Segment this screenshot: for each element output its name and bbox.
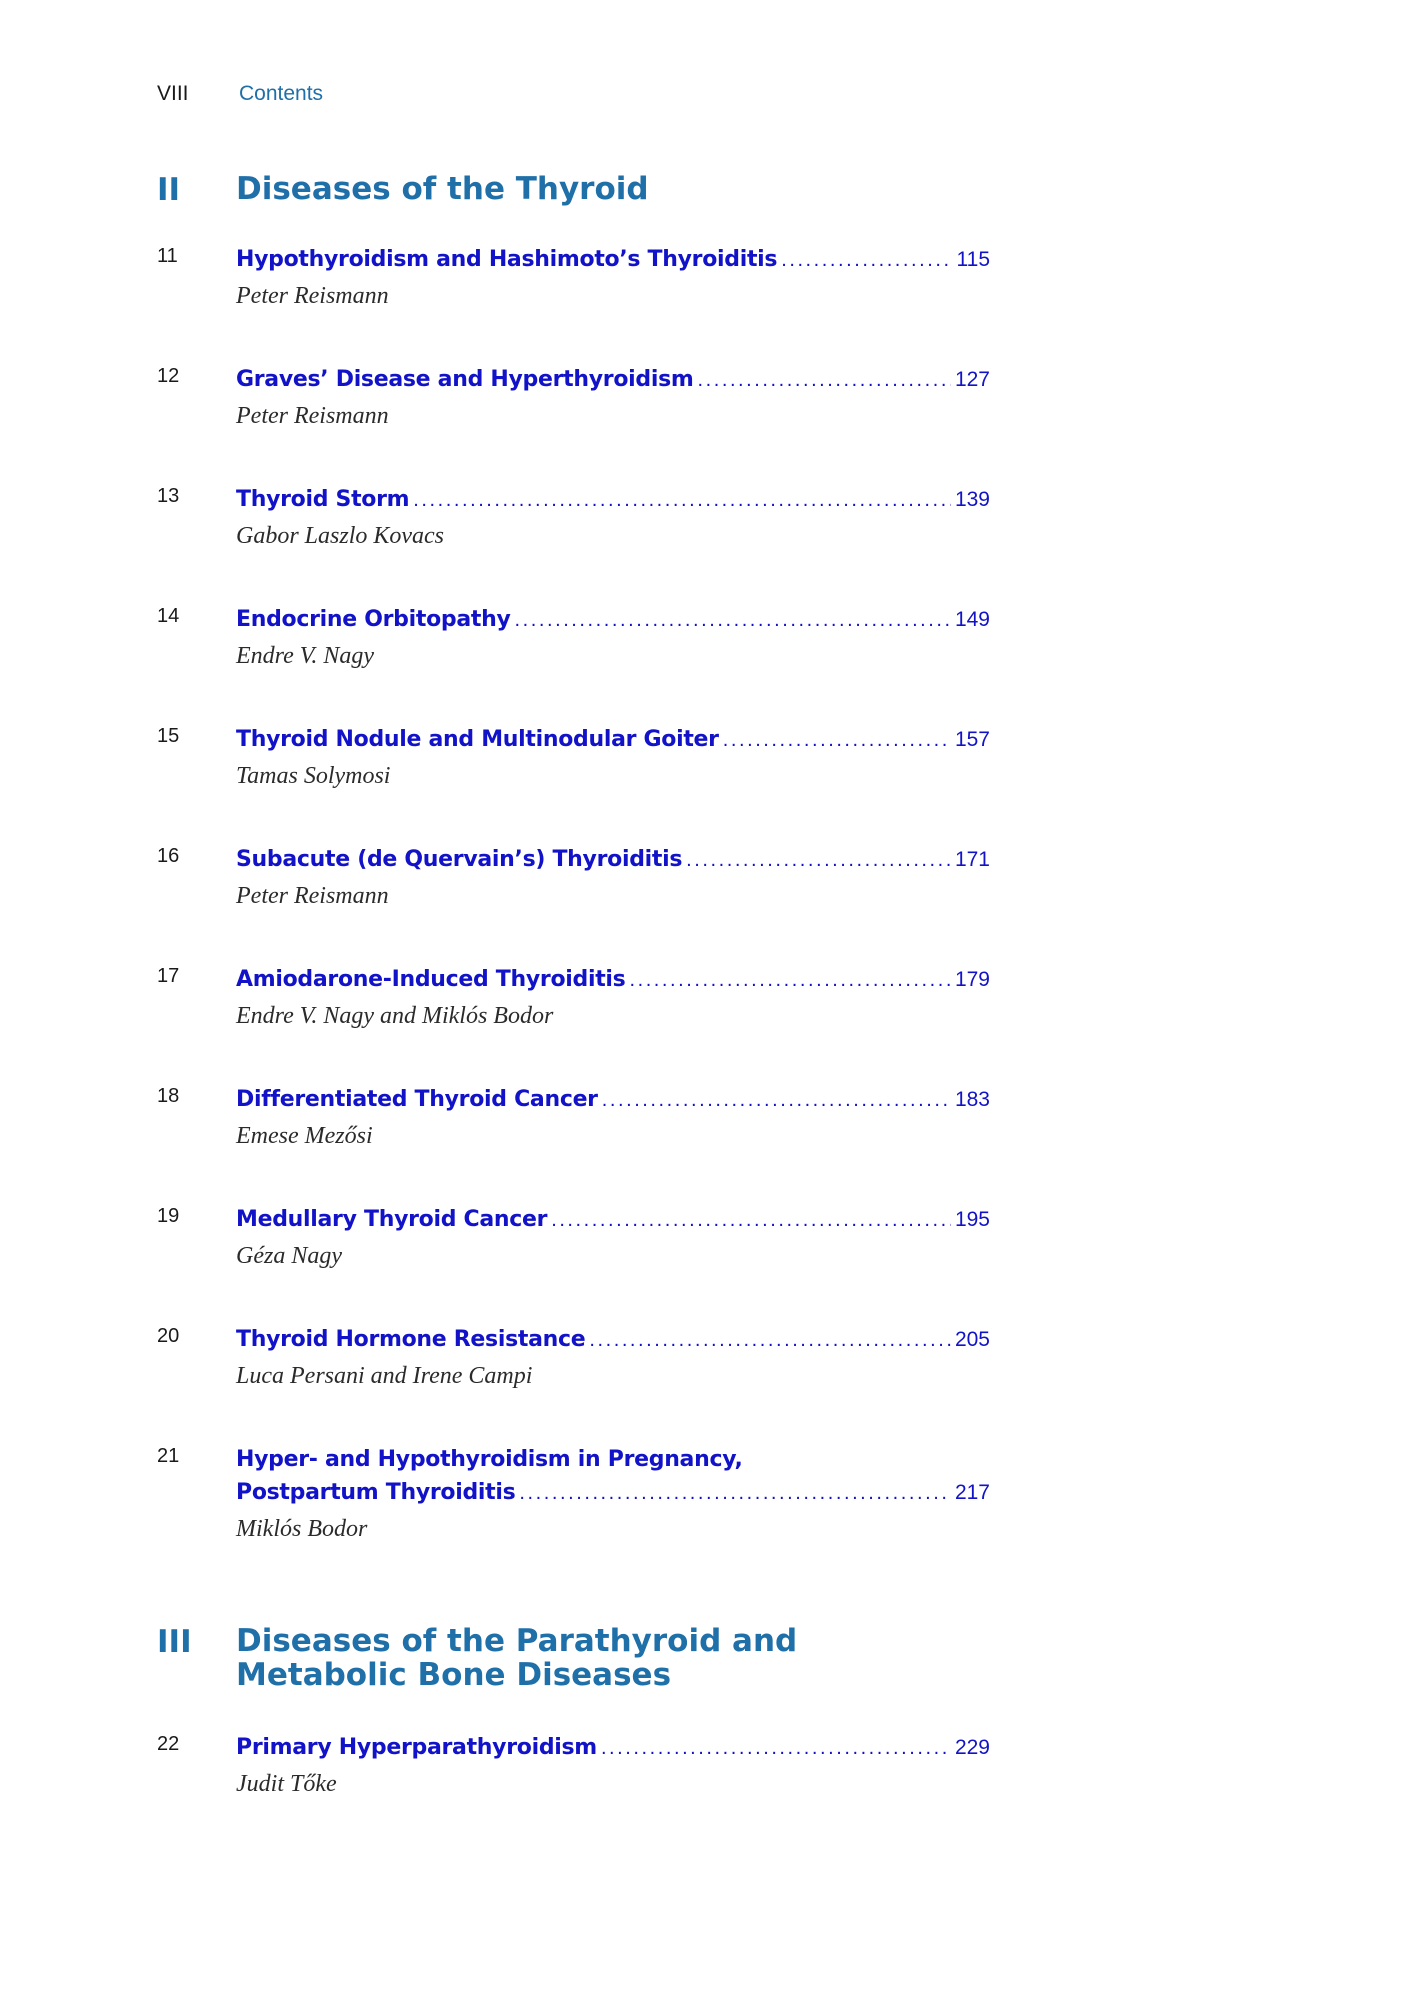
chapter-number: 22: [157, 1733, 180, 1755]
chapter-authors: Endre V. Nagy: [236, 643, 374, 669]
dot-leader: [629, 964, 950, 997]
part-title-line: Diseases of the Parathyroid and: [236, 1623, 798, 1659]
chapter-number: 11: [157, 245, 178, 267]
chapter-authors: Endre V. Nagy and Miklós Bodor: [236, 1003, 554, 1029]
chapter-number: 17: [157, 965, 180, 987]
page-number[interactable]: 195: [954, 1208, 990, 1231]
part-number: III: [157, 1624, 192, 1660]
page-number[interactable]: 205: [954, 1328, 990, 1351]
dot-leader: [519, 1477, 951, 1510]
chapter-title[interactable]: Subacute (de Quervain’s) Thyroiditis: [236, 847, 683, 872]
chapter-number: 12: [157, 365, 180, 387]
chapter-authors: Tamas Solymosi: [236, 763, 391, 789]
part-title-line: Metabolic Bone Diseases: [236, 1657, 672, 1693]
chapter-title[interactable]: Postpartum Thyroiditis: [236, 1480, 516, 1505]
chapter-number: 16: [157, 845, 180, 867]
dot-leader: [697, 364, 950, 397]
chapter-authors: Miklós Bodor: [236, 1516, 368, 1542]
chapter-authors: Peter Reismann: [236, 283, 389, 309]
dot-leader: [602, 1084, 951, 1117]
dot-leader: [723, 724, 951, 757]
chapter-number: 15: [157, 725, 180, 747]
dot-leader: [589, 1324, 951, 1357]
dot-leader: [515, 604, 951, 637]
page-number[interactable]: 179: [954, 968, 990, 991]
page-number[interactable]: 115: [956, 248, 990, 271]
dot-leader: [781, 244, 952, 277]
chapter-authors: Emese Mezősi: [236, 1123, 373, 1149]
chapter-number: 14: [157, 605, 180, 627]
dot-leader: [551, 1204, 951, 1237]
chapter-number: 21: [157, 1445, 180, 1467]
chapter-authors: Peter Reismann: [236, 883, 389, 909]
chapter-number: 19: [157, 1205, 180, 1227]
chapter-authors: Géza Nagy: [236, 1243, 342, 1269]
chapter-title[interactable]: Thyroid Hormone Resistance: [236, 1327, 586, 1352]
chapter-number: 20: [157, 1325, 180, 1347]
page-number[interactable]: 157: [954, 728, 990, 751]
chapter-authors: Judit Tőke: [236, 1771, 337, 1797]
chapter-title[interactable]: Differentiated Thyroid Cancer: [236, 1087, 598, 1112]
chapter-title[interactable]: Thyroid Storm: [236, 487, 410, 512]
page-number[interactable]: 171: [954, 848, 990, 871]
dot-leader: [413, 484, 951, 517]
part-number: II: [157, 172, 181, 208]
chapter-authors: Peter Reismann: [236, 403, 389, 429]
page-number[interactable]: 183: [954, 1088, 990, 1111]
chapter-title[interactable]: Hypothyroidism and Hashimoto’s Thyroiditis: [236, 247, 778, 272]
chapter-number: 13: [157, 485, 180, 507]
chapter-authors: Luca Persani and Irene Campi: [236, 1363, 533, 1389]
chapter-number: 18: [157, 1085, 180, 1107]
chapter-title[interactable]: Endocrine Orbitopathy: [236, 607, 511, 632]
chapter-title[interactable]: Thyroid Nodule and Multinodular Goiter: [236, 727, 719, 752]
chapter-title-line-1[interactable]: Hyper- and Hypothyroidism in Pregnancy,: [236, 1447, 743, 1472]
chapter-authors: Gabor Laszlo Kovacs: [236, 523, 445, 549]
page-number-roman: VIII: [157, 82, 189, 105]
running-title: Contents: [239, 82, 324, 105]
page-number[interactable]: 217: [954, 1481, 990, 1504]
chapter-title[interactable]: Amiodarone-Induced Thyroiditis: [236, 967, 626, 992]
page-number[interactable]: 149: [954, 608, 990, 631]
chapter-title[interactable]: Primary Hyperparathyroidism: [236, 1735, 597, 1760]
page-number[interactable]: 229: [954, 1736, 990, 1759]
dot-leader: [601, 1732, 951, 1765]
chapter-title[interactable]: Graves’ Disease and Hyperthyroidism: [236, 367, 694, 392]
page-number[interactable]: 139: [954, 488, 990, 511]
page-number[interactable]: 127: [954, 368, 990, 391]
part-title: [236, 1624, 876, 1692]
part-title: Diseases of the Thyroid: [236, 171, 649, 207]
dot-leader: [686, 844, 951, 877]
chapter-title[interactable]: Medullary Thyroid Cancer: [236, 1207, 548, 1232]
